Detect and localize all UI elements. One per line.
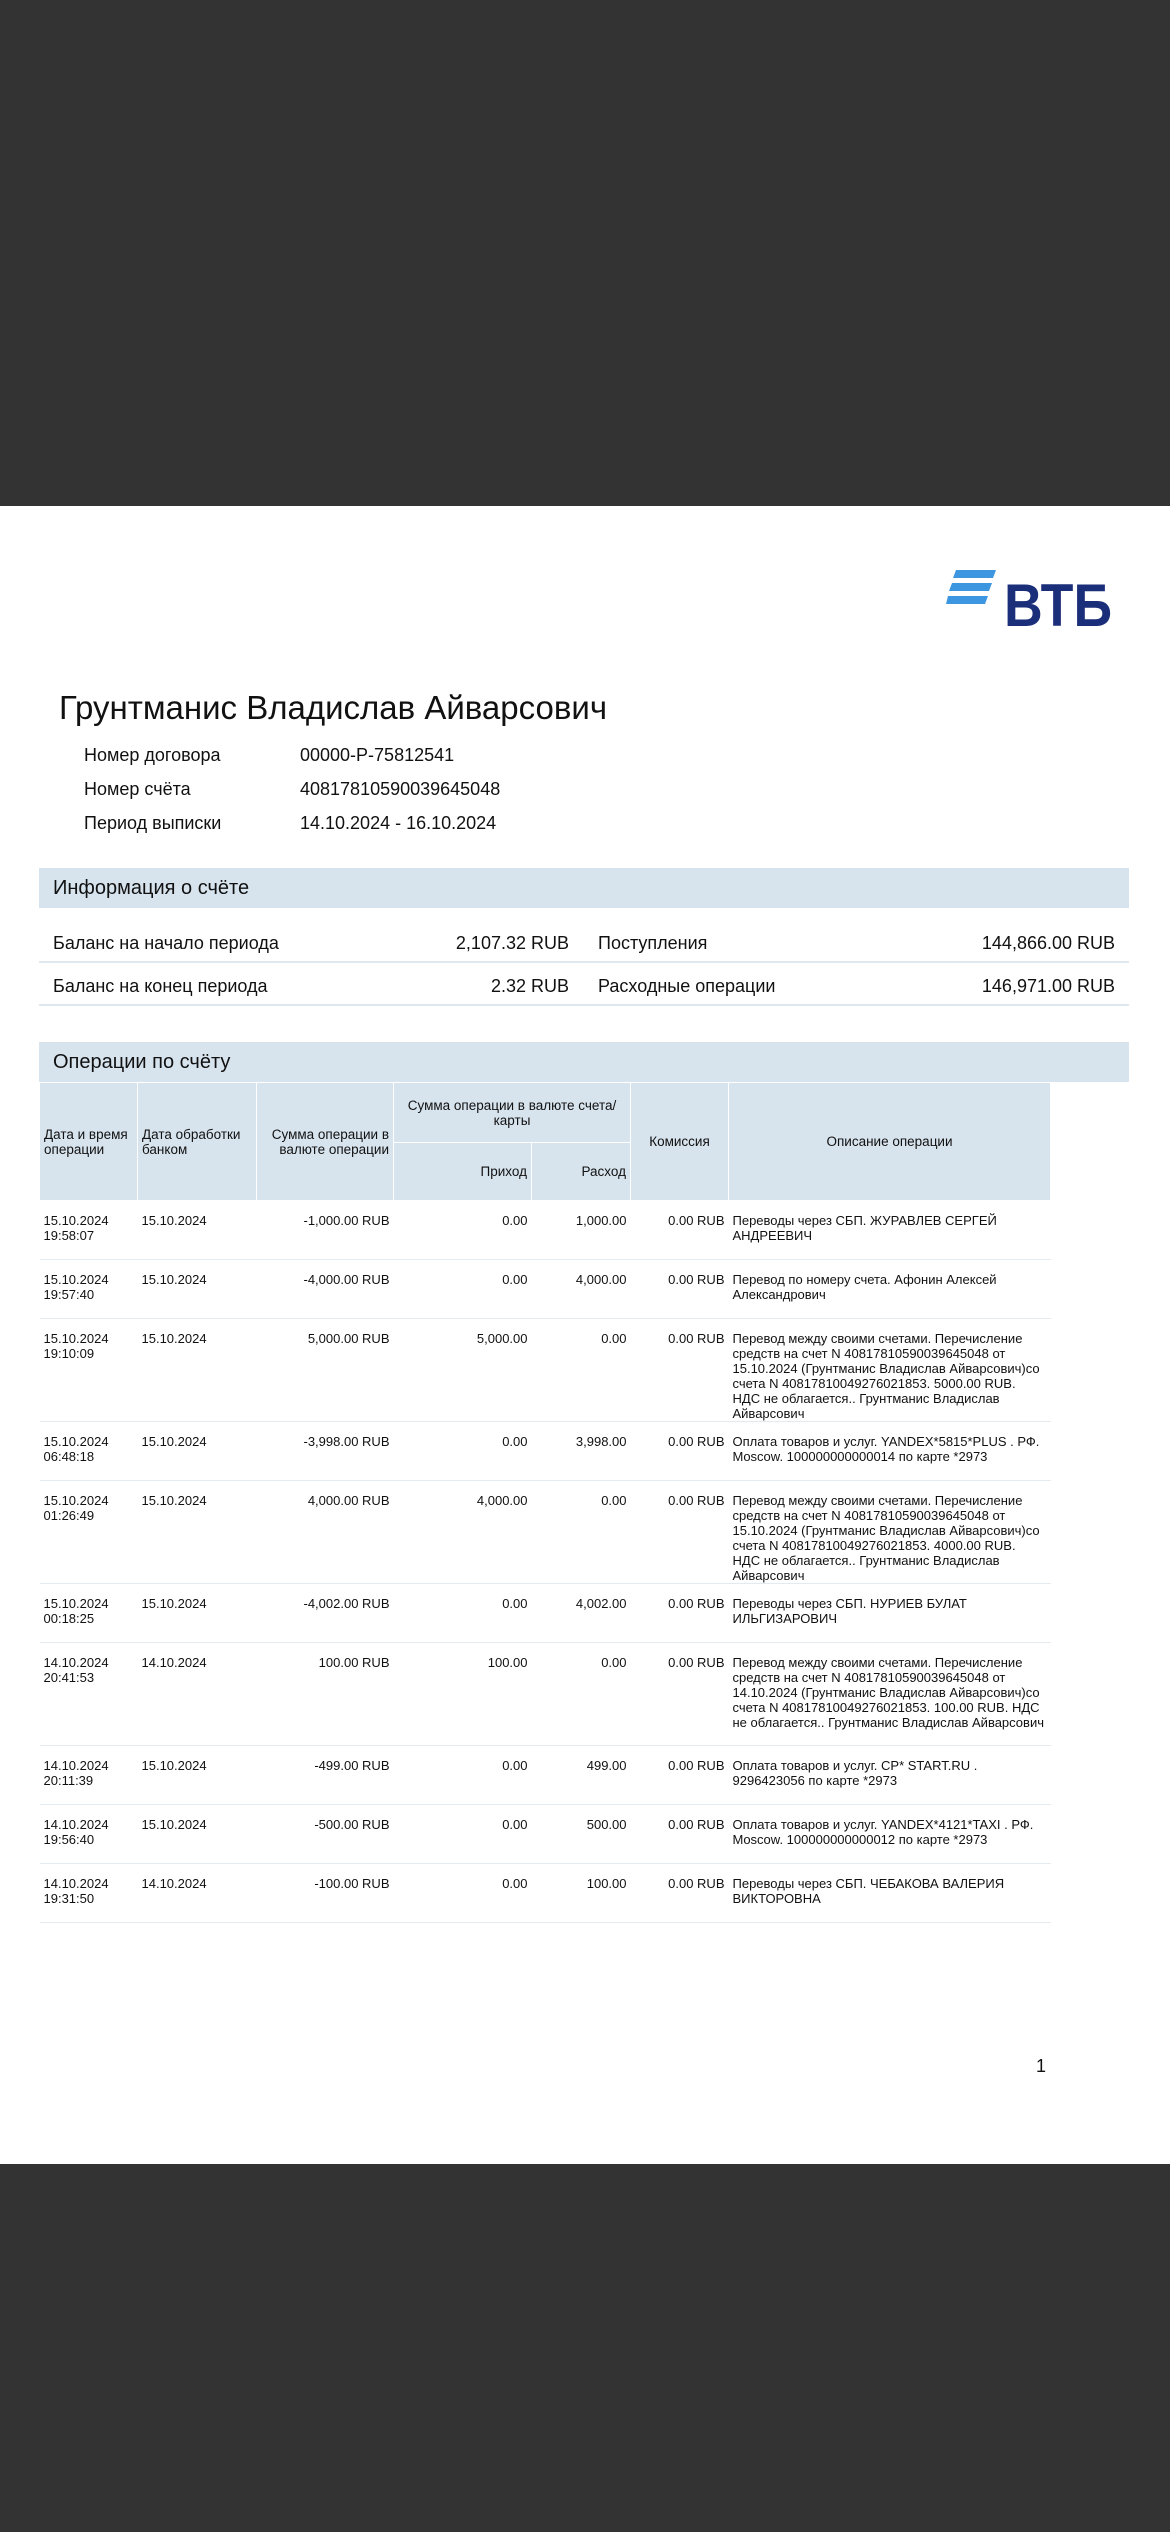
op-processed: 14.10.2024 xyxy=(138,1864,257,1923)
client-name: Грунтманис Владислав Айварсович xyxy=(59,689,608,726)
op-datetime: 15.10.2024 01:26:49 xyxy=(40,1481,138,1584)
op-fee: 0.00 RUB xyxy=(631,1643,729,1746)
op-description: Переводы через СБП. ЖУРАВЛЕВ СЕРГЕЙ АНДРЕЕВИЧ xyxy=(729,1201,1051,1260)
op-income: 0.00 xyxy=(394,1201,532,1260)
op-expense: 499.00 xyxy=(532,1746,631,1805)
header-income: Приход xyxy=(394,1143,532,1201)
opening-balance-value: 2,107.32 RUB xyxy=(455,933,569,953)
op-expense: 1,000.00 xyxy=(532,1201,631,1260)
op-amount: -500.00 RUB xyxy=(257,1805,394,1864)
contract-label: Номер договора xyxy=(84,744,221,765)
op-income: 0.00 xyxy=(394,1805,532,1864)
period-label: Период выписки xyxy=(84,812,222,833)
contract-value: 00000-P-75812541 xyxy=(300,744,455,765)
table-row xyxy=(40,1481,1051,1584)
meta-row xyxy=(84,806,500,840)
table-row xyxy=(40,1746,1051,1805)
op-amount: 4,000.00 RUB xyxy=(257,1481,394,1584)
header-datetime: Дата и время операции xyxy=(40,1083,138,1201)
op-description: Оплата товаров и услуг. CP* START.RU . 9296423056 по карте *2973 xyxy=(729,1746,1051,1805)
expense-label: Расходные операции xyxy=(598,976,776,996)
op-amount: -1,000.00 RUB xyxy=(257,1201,394,1260)
op-fee: 0.00 RUB xyxy=(631,1864,729,1923)
op-income: 0.00 xyxy=(394,1260,532,1319)
op-datetime: 15.10.2024 19:58:07 xyxy=(40,1201,138,1260)
op-description: Перевод между своими счетами. Перечисление средств на счет N 40817810590039645048 от 15.10.2024 (Грунтманис Владислав Айварсович)со счета N 40817810049276021853. 5000.00 RUB. НДС не облагается.. Грунтманис Владислав Айварсович xyxy=(729,1319,1051,1422)
operations-heading: Операции по счёту xyxy=(39,1042,1129,1082)
header-expense: Расход xyxy=(532,1143,631,1201)
table-row xyxy=(40,1805,1051,1864)
operations-table xyxy=(39,1082,1051,1923)
op-datetime: 15.10.2024 19:57:40 xyxy=(40,1260,138,1319)
op-fee: 0.00 RUB xyxy=(631,1319,729,1422)
op-processed: 15.10.2024 xyxy=(138,1481,257,1584)
table-row xyxy=(40,1319,1051,1422)
op-income: 100.00 xyxy=(394,1643,532,1746)
op-processed: 15.10.2024 xyxy=(138,1201,257,1260)
op-datetime: 14.10.2024 19:31:50 xyxy=(40,1864,138,1923)
op-description: Переводы через СБП. ЧЕБАКОВА ВАЛЕРИЯ ВИКТОРОВНА xyxy=(729,1864,1051,1923)
table-row xyxy=(40,1422,1051,1481)
table-row xyxy=(40,1201,1051,1260)
vtb-logo xyxy=(946,570,1116,632)
op-expense: 0.00 xyxy=(532,1643,631,1746)
table-row xyxy=(40,1643,1051,1746)
op-fee: 0.00 RUB xyxy=(631,1260,729,1319)
header-processed: Дата обработки банком xyxy=(138,1083,257,1201)
op-income: 0.00 xyxy=(394,1864,532,1923)
op-datetime: 15.10.2024 06:48:18 xyxy=(40,1422,138,1481)
page-number: 1 xyxy=(1036,2056,1047,2076)
op-processed: 15.10.2024 xyxy=(138,1319,257,1422)
op-amount: -100.00 RUB xyxy=(257,1864,394,1923)
op-datetime: 14.10.2024 20:11:39 xyxy=(40,1746,138,1805)
op-expense: 0.00 xyxy=(532,1481,631,1584)
op-income: 4,000.00 xyxy=(394,1481,532,1584)
income-value: 144,866.00 RUB xyxy=(981,933,1115,953)
op-expense: 3,998.00 xyxy=(532,1422,631,1481)
op-expense: 4,002.00 xyxy=(532,1584,631,1643)
op-income: 5,000.00 xyxy=(394,1319,532,1422)
op-expense: 500.00 xyxy=(532,1805,631,1864)
op-processed: 15.10.2024 xyxy=(138,1805,257,1864)
op-description: Оплата товаров и услуг. YANDEX*4121*TAXI . РФ. Moscow. 100000000000012 по карте *2973 xyxy=(729,1805,1051,1864)
op-description: Перевод по номеру счета. Афонин Алексей Александрович xyxy=(729,1260,1051,1319)
op-datetime: 14.10.2024 19:56:40 xyxy=(40,1805,138,1864)
op-income: 0.00 xyxy=(394,1422,532,1481)
meta-row xyxy=(84,738,500,772)
op-fee: 0.00 RUB xyxy=(631,1422,729,1481)
op-datetime: 15.10.2024 19:10:09 xyxy=(40,1319,138,1422)
table-row xyxy=(40,1864,1051,1923)
op-fee: 0.00 RUB xyxy=(631,1481,729,1584)
closing-balance-label: Баланс на конец периода xyxy=(53,976,268,996)
logo-text: ВТБ xyxy=(1004,572,1112,632)
statement-page xyxy=(0,506,1170,2164)
op-description: Оплата товаров и услуг. YANDEX*5815*PLUS . РФ. Moscow. 100000000000014 по карте *2973 xyxy=(729,1422,1051,1481)
op-processed: 14.10.2024 xyxy=(138,1643,257,1746)
op-expense: 100.00 xyxy=(532,1864,631,1923)
expense-value: 146,971.00 RUB xyxy=(981,976,1115,996)
op-processed: 15.10.2024 xyxy=(138,1422,257,1481)
account-info-heading: Информация о счёте xyxy=(39,868,1129,908)
header-fee: Комиссия xyxy=(631,1083,729,1201)
info-row-2 xyxy=(39,964,1129,1006)
period-value: 14.10.2024 - 16.10.2024 xyxy=(300,812,497,833)
op-expense: 0.00 xyxy=(532,1319,631,1422)
op-datetime: 14.10.2024 20:41:53 xyxy=(40,1643,138,1746)
account-value: 40817810590039645048 xyxy=(300,778,501,799)
op-amount: 100.00 RUB xyxy=(257,1643,394,1746)
closing-balance-value: 2.32 RUB xyxy=(490,976,569,996)
account-label: Номер счёта xyxy=(84,778,191,799)
header-description: Описание операции xyxy=(729,1083,1051,1201)
table-row xyxy=(40,1584,1051,1643)
op-amount: -4,002.00 RUB xyxy=(257,1584,394,1643)
op-fee: 0.00 RUB xyxy=(631,1201,729,1260)
op-processed: 15.10.2024 xyxy=(138,1746,257,1805)
op-amount: -3,998.00 RUB xyxy=(257,1422,394,1481)
statement-meta xyxy=(84,738,500,840)
op-expense: 4,000.00 xyxy=(532,1260,631,1319)
income-label: Поступления xyxy=(598,933,708,953)
meta-row xyxy=(84,772,500,806)
info-row-1 xyxy=(39,921,1129,963)
header-amount-account: Сумма операции в валюте счета/карты xyxy=(394,1083,631,1143)
op-income: 0.00 xyxy=(394,1584,532,1643)
op-description: Переводы через СБП. НУРИЕВ БУЛАТ ИЛЬГИЗАРОВИЧ xyxy=(729,1584,1051,1643)
header-amount-op: Сумма операции в валюте операции xyxy=(257,1083,394,1201)
op-fee: 0.00 RUB xyxy=(631,1584,729,1643)
op-processed: 15.10.2024 xyxy=(138,1584,257,1643)
op-fee: 0.00 RUB xyxy=(631,1805,729,1864)
op-processed: 15.10.2024 xyxy=(138,1260,257,1319)
op-description: Перевод между своими счетами. Перечисление средств на счет N 40817810590039645048 от 14.10.2024 (Грунтманис Владислав Айварсович)со счета N 40817810049276021853. 100.00 RUB. НДС не облагается.. Грунтманис Владислав Айварсович xyxy=(729,1643,1051,1746)
op-description: Перевод между своими счетами. Перечисление средств на счет N 40817810590039645048 от 15.10.2024 (Грунтманис Владислав Айварсович)со счета N 40817810049276021853. 4000.00 RUB. НДС не облагается.. Грунтманис Владислав Айварсович xyxy=(729,1481,1051,1584)
op-income: 0.00 xyxy=(394,1746,532,1805)
opening-balance-label: Баланс на начало периода xyxy=(53,933,279,953)
op-datetime: 15.10.2024 00:18:25 xyxy=(40,1584,138,1643)
table-row xyxy=(40,1260,1051,1319)
op-amount: -499.00 RUB xyxy=(257,1746,394,1805)
op-amount: 5,000.00 RUB xyxy=(257,1319,394,1422)
op-fee: 0.00 RUB xyxy=(631,1746,729,1805)
op-amount: -4,000.00 RUB xyxy=(257,1260,394,1319)
